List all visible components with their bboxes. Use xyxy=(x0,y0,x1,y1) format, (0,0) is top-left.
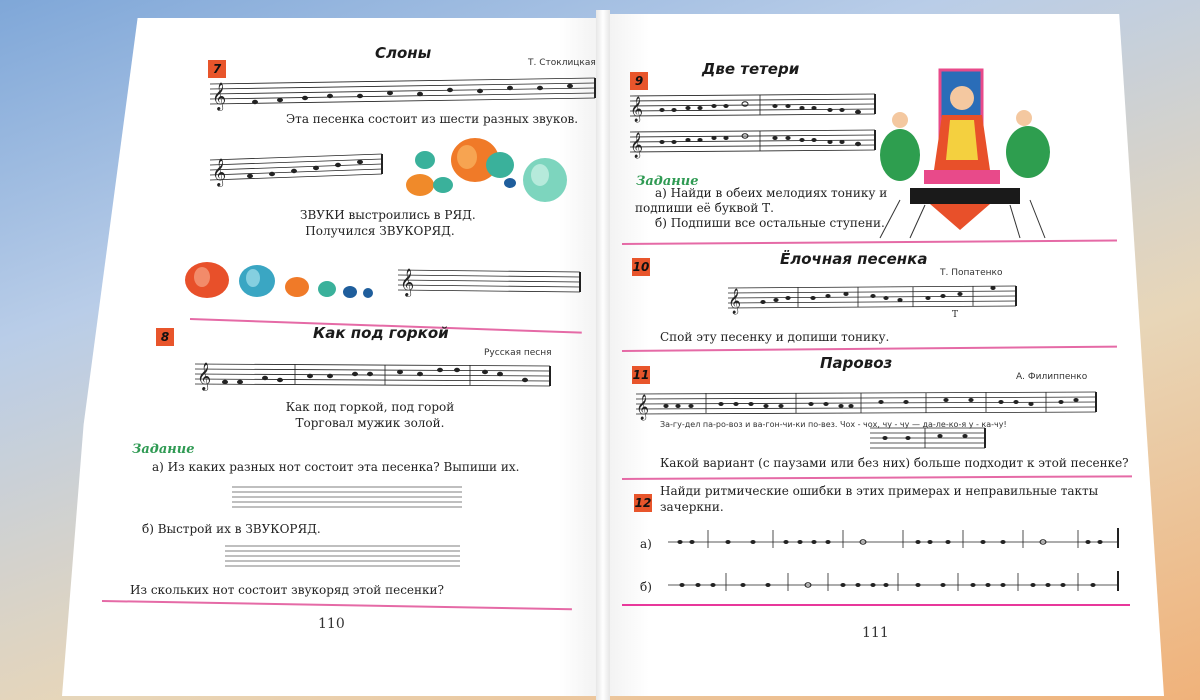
exercise-7-author: Т. Стоклицкая xyxy=(528,58,596,68)
exercise-8-lyric-line1: Как под горкой, под горой xyxy=(285,400,455,414)
exercise-12-rhythm-a xyxy=(668,524,1128,554)
exercise-11-lyrics: За-гу-дел па-ро-воз и ва-гон-чи-ки по-вез. Чох - чох, чу - чу — да-ле-ко-я у - ка-чу! xyxy=(660,420,1007,429)
exercise-10-staff xyxy=(728,282,1023,316)
svg-text:𝄞: 𝄞 xyxy=(630,133,644,158)
exercise-8-author: Русская песня xyxy=(484,348,552,358)
right-page-number: 111 xyxy=(862,625,889,641)
exercise-8-task-label: Задание xyxy=(132,442,195,457)
exercise-9-number: 9 xyxy=(630,72,648,90)
exercise-9-staff-1 xyxy=(630,90,880,120)
svg-text:𝄞: 𝄞 xyxy=(212,82,227,110)
exercise-12-text-line1: Найди ритмические ошибки в этих примерах и неправильные такты xyxy=(660,484,1099,498)
exercise-8-staff xyxy=(195,358,565,398)
exercise-7-staff-2 xyxy=(398,262,588,302)
exercise-11-staff xyxy=(636,388,1101,422)
exercise-7-staff xyxy=(210,76,610,116)
exercise-8-question: Из скольких нот состоит звукоряд этой песенки? xyxy=(130,583,444,597)
exercise-9-staff-2 xyxy=(630,126,880,156)
exercise-7-title: Слоны xyxy=(375,44,432,62)
elephants-illustration-bottom xyxy=(182,255,382,305)
exercise-10-number: 10 xyxy=(632,260,650,274)
svg-text:𝄞: 𝄞 xyxy=(636,395,650,420)
exercise-9-task-label: Задание xyxy=(636,174,699,189)
exercise-11-author: А. Филиппенко xyxy=(1016,372,1088,382)
exercise-11-title: Паровоз xyxy=(820,354,893,372)
exercise-12-row-a-label: а) xyxy=(640,537,652,551)
svg-text:𝄞: 𝄞 xyxy=(197,362,212,390)
exercise-8-answer-staff-a xyxy=(232,483,467,513)
exercise-8-task-a: а) Из каких разных нот состоит эта песенка? Выпиши их. xyxy=(152,460,520,474)
exercise-9-task-a-line1: а) Найди в обеих мелодиях тонику и xyxy=(655,186,888,200)
exercise-7-text: Эта песенка состоит из шести разных звуков. xyxy=(286,112,579,126)
folk-figures-illustration xyxy=(870,60,1060,240)
exercise-10-tonic-mark: Т xyxy=(952,310,959,320)
exercise-9-task-b: б) Подпиши все остальные ступени. xyxy=(655,216,885,230)
exercise-7-text2-line2: Получился ЗВУКОРЯД. xyxy=(305,224,455,238)
exercise-9-title: Две тетери xyxy=(702,60,800,78)
svg-text:𝄞: 𝄞 xyxy=(400,268,415,296)
exercise-8-answer-staff-b xyxy=(225,542,465,572)
exercise-12-row-b-label: б) xyxy=(640,580,652,594)
exercise-11-staff-variant xyxy=(870,424,990,452)
exercise-7-text2-line1: ЗВУКИ выстроились в РЯД. xyxy=(300,208,476,222)
exercise-8-number: 8 xyxy=(156,328,174,346)
svg-text:𝄞: 𝄞 xyxy=(212,158,227,186)
exercise-12-text-line2: зачеркни. xyxy=(660,500,724,514)
divider-6 xyxy=(622,604,1130,606)
exercise-7-empty-staff xyxy=(210,150,390,186)
elephants-illustration-top xyxy=(395,125,585,215)
exercise-8-task-b: б) Выстрой их в ЗВУКОРЯД. xyxy=(142,522,321,536)
exercise-9-task-a-line2: подпиши её буквой Т. xyxy=(635,201,774,215)
exercise-7-number: 7 xyxy=(208,60,226,78)
exercise-11-question: Какой вариант (с паузами или без них) больше подходит к этой песенке? xyxy=(660,456,1129,470)
left-page-number: 110 xyxy=(318,616,345,632)
exercise-12-rhythm-b xyxy=(668,567,1128,597)
svg-text:𝄞: 𝄞 xyxy=(630,97,644,122)
exercise-8-title: Как под горкой xyxy=(313,324,449,342)
exercise-12-number: 12 xyxy=(634,496,652,510)
exercise-11-number: 11 xyxy=(632,368,650,382)
exercise-10-author: Т. Попатенко xyxy=(940,268,1003,278)
svg-text:𝄞: 𝄞 xyxy=(728,289,742,314)
exercise-8-lyric-line2: Торговал мужик золой. xyxy=(295,416,445,430)
exercise-10-text: Спой эту песенку и допиши тонику. xyxy=(660,330,890,344)
exercise-10-title: Ёлочная песенка xyxy=(780,250,928,268)
